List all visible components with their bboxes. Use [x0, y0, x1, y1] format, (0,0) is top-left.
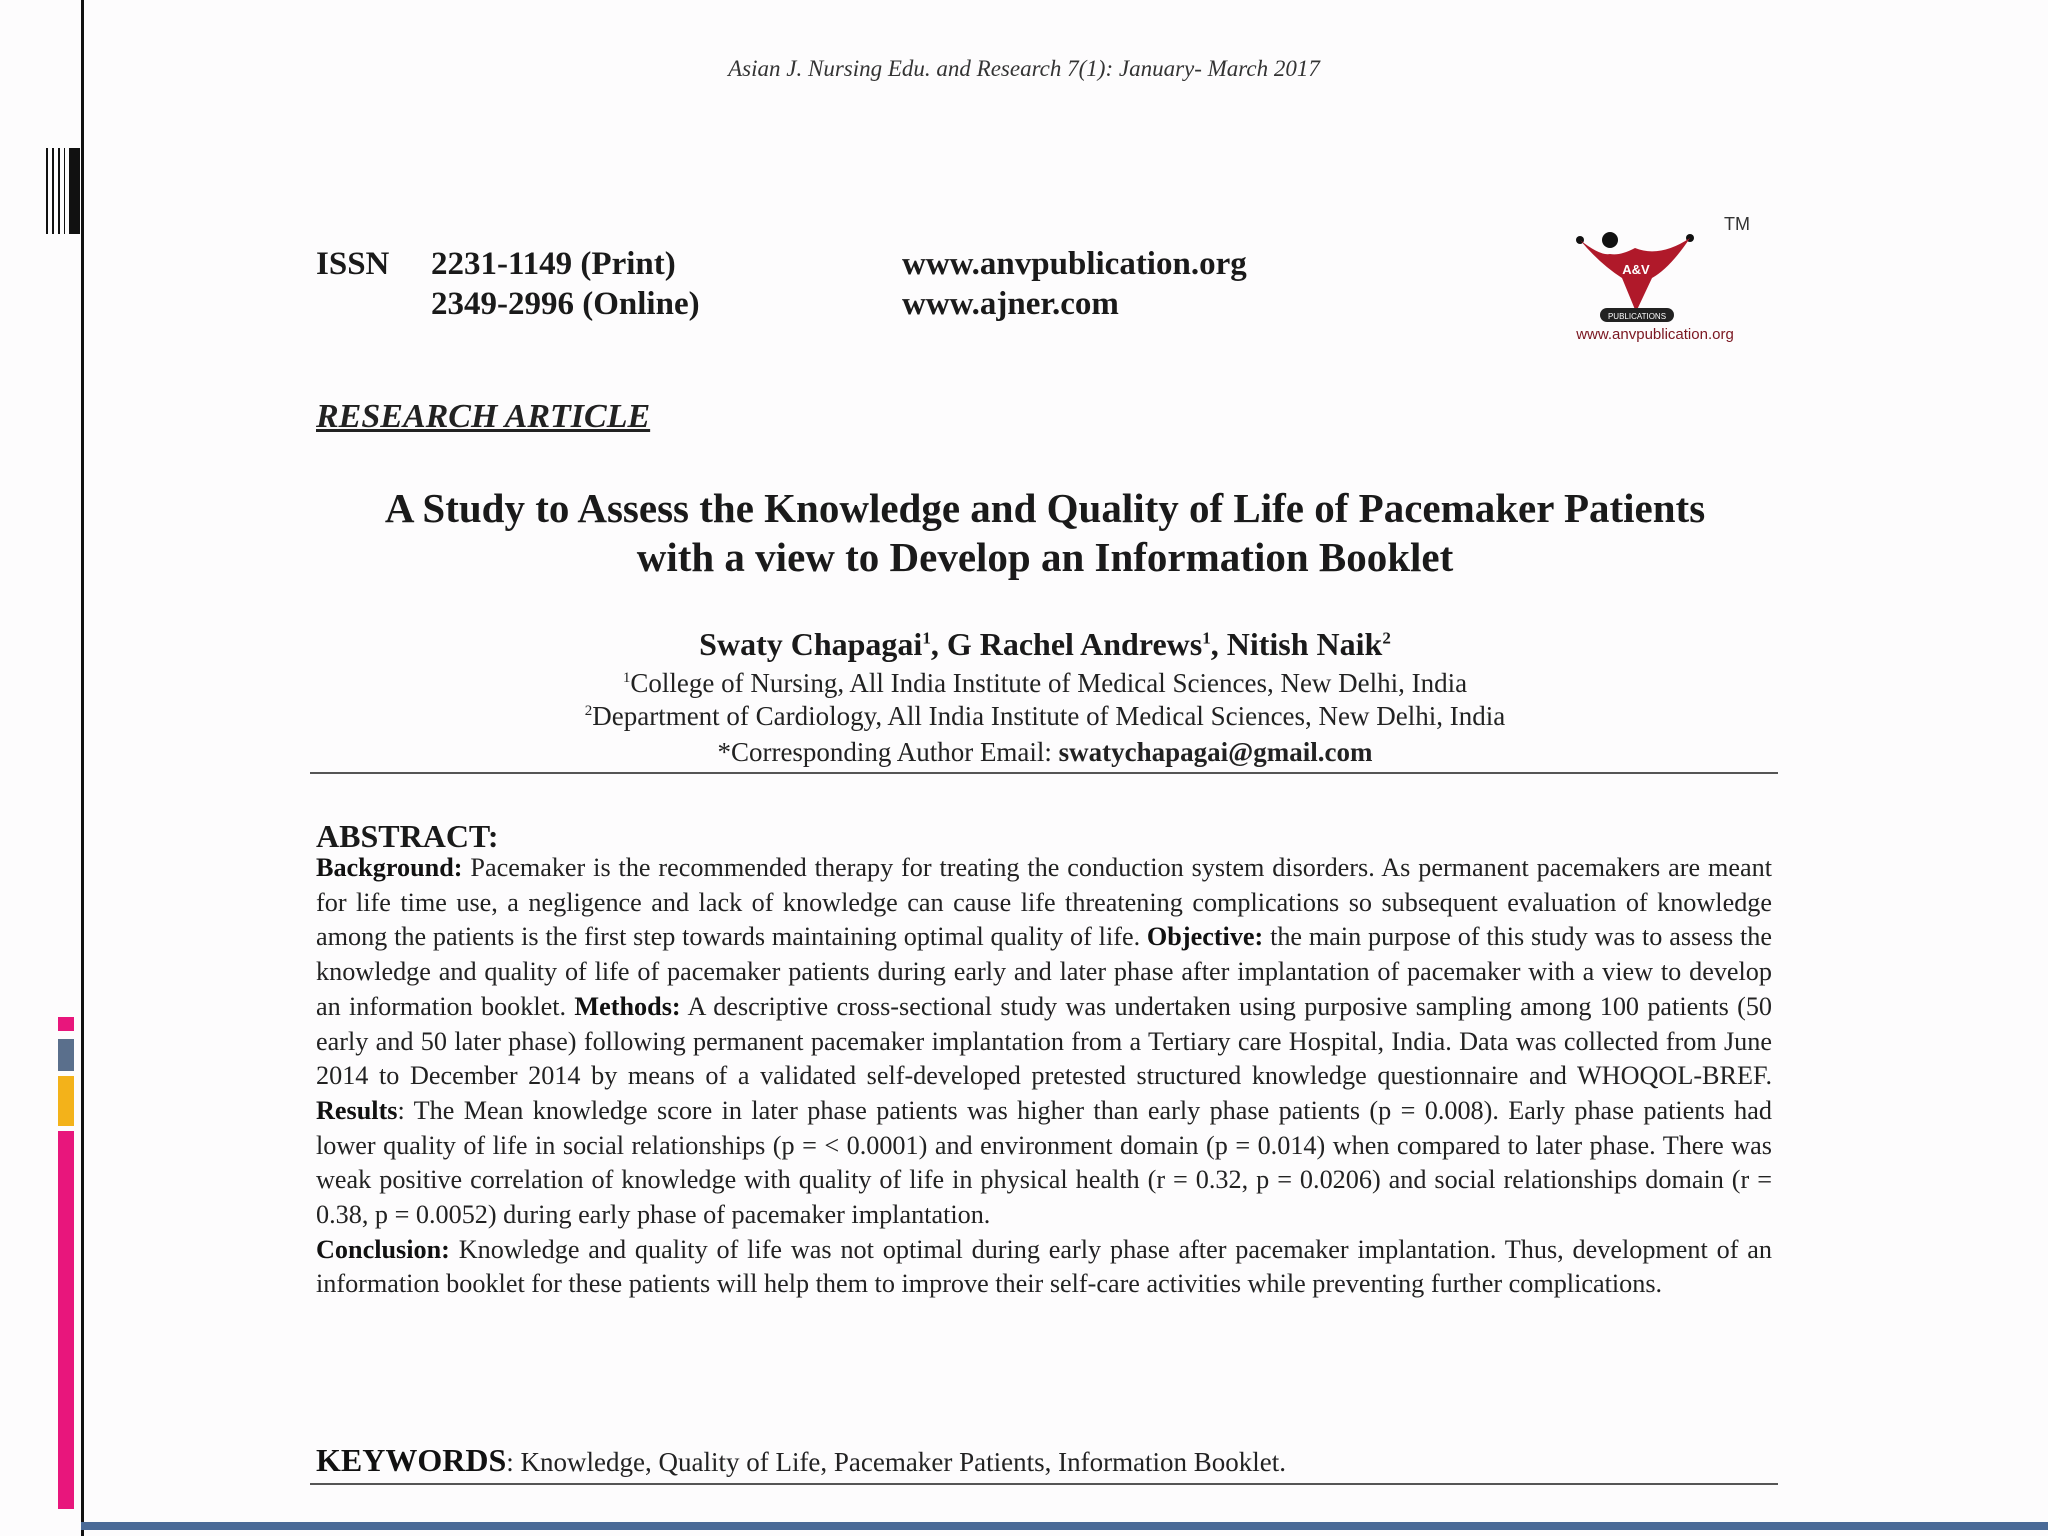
abstract-heading: ABSTRACT:: [316, 818, 499, 854]
decorative-bars: [46, 148, 80, 234]
affiliation-sup: 2: [584, 703, 593, 719]
accent-bar-pink-top: [58, 1017, 74, 1031]
affiliation-1: [300, 668, 1790, 699]
abstract-body: [316, 851, 1772, 1302]
title-line: A Study to Assess the Knowledge and Quality of Life of Pacemaker Patients: [384, 485, 1706, 531]
author-name: Nitish Naik: [1226, 626, 1383, 662]
journal-urls: [902, 244, 1247, 324]
affiliation-sup: 1: [622, 670, 631, 686]
logo-text: A&V: [1622, 262, 1650, 277]
author-name: G Rachel Andrews: [946, 626, 1203, 662]
author-sup: 1: [922, 628, 931, 648]
journal-citation: Asian J. Nursing Edu. and Research 7(1): January- March 2017: [728, 56, 1320, 81]
background-label: Background:: [316, 853, 463, 882]
corresponding-author: [300, 737, 1790, 768]
url-journal: www.ajner.com: [902, 286, 1119, 322]
conclusion-label: Conclusion:: [316, 1234, 450, 1264]
keywords-label: KEYWORDS: [316, 1442, 507, 1478]
logo-banner: PUBLICATIONS: [1607, 312, 1667, 321]
objective-text: the main purpose of this study was to assess the knowledge and quality of life of pacemaker patients during early and later phase after implantation of pacemaker with a view to develop an information booklet.: [316, 922, 1773, 1021]
keywords: [316, 1442, 1286, 1479]
methods-label: Methods:: [574, 991, 681, 1021]
author-name: Swaty Chapagai: [699, 626, 923, 662]
methods-text: A descriptive cross-sectional study was undertaken using purposive sampling among 100 patients (50 early and 50 later phase) following permanent pacemaker implantation from a Tertiary care Hospital, India. Data was collected from June 2014 to December 2014 by means of a validated self-developed pretested structured knowledge questionnaire and WHOQOL-BREF.: [316, 991, 1773, 1091]
affiliation-text: Department of Cardiology, All India Institute of Medical Sciences, New Delhi, India: [592, 701, 1506, 731]
accent-bar-slate: [58, 1039, 74, 1071]
author-sup: 2: [1382, 628, 1391, 648]
issn-print: 2231-1149 (Print): [431, 246, 676, 282]
header-divider: [310, 772, 1778, 774]
issn-label: ISSN: [316, 246, 390, 282]
slide-bottom-border: [81, 1522, 2048, 1530]
article-title: [300, 484, 1790, 582]
logo-tm: TM: [1724, 214, 1750, 234]
slide-left-border: [81, 0, 84, 1536]
issn-online: 2349-2996 (Online): [431, 286, 700, 322]
results-text: : The Mean knowledge score in later phase patients was higher than early phase patients (p = 0.008). Early phase patients had lower quality of life in social relationships (p = < 0.0001) and environment domain (p = 0.014) when compared to later phase. There was weak positive correlation of knowledge with quality of life in physical health (r = 0.32, p = 0.0206) and social relationships domain (r = 0.38, p = 0.0052) during early phase of pacemaker implantation.: [316, 1095, 1772, 1230]
keywords-divider: [310, 1483, 1778, 1485]
author-sup: 1: [1202, 628, 1211, 648]
logo-url: www.anvpublication.org: [1576, 326, 1734, 343]
url-publisher: www.anvpublication.org: [902, 246, 1247, 282]
corresponding-email: swatychapagai@gmail.com: [1058, 737, 1373, 767]
keywords-text: : Knowledge, Quality of Life, Pacemaker Patients, Information Booklet.: [506, 1447, 1287, 1477]
background-text: Pacemaker is the recommended therapy for treating the conduction system disorders. As permanent pacemakers are meant for life time use, a negligence and lack of knowledge can cause life threatening complications so subsequent evaluation of knowledge among the patients is the first step towards maintaining optimal quality of life.: [316, 853, 1772, 952]
accent-bar-pink: [58, 1131, 74, 1509]
title-line: with a view to Develop an Information Booklet: [636, 534, 1454, 580]
affiliation-2: [300, 701, 1790, 732]
accent-bar-yellow: [58, 1076, 74, 1126]
authors: Swaty Chapagai$^1$, G Rachel Andrews$^1$, Nitish Naik$^2$: [699, 626, 1391, 662]
results-label: Results: [316, 1095, 398, 1125]
conclusion-text: Knowledge and quality of life was not optimal during early phase after pacemaker implantation. Thus, development of an information booklet for these patients will help them to improve their self-care activities while preventing further complications.: [316, 1234, 1772, 1299]
affiliation-text: College of Nursing, All India Institute of Medical Sciences, New Delhi, India: [630, 668, 1468, 698]
corresponding-label: *Corresponding Author Email:: [717, 737, 1059, 767]
article-type: RESEARCH ARTICLE: [316, 398, 651, 435]
objective-label: Objective:: [1146, 922, 1264, 952]
issn-block: [316, 244, 700, 324]
